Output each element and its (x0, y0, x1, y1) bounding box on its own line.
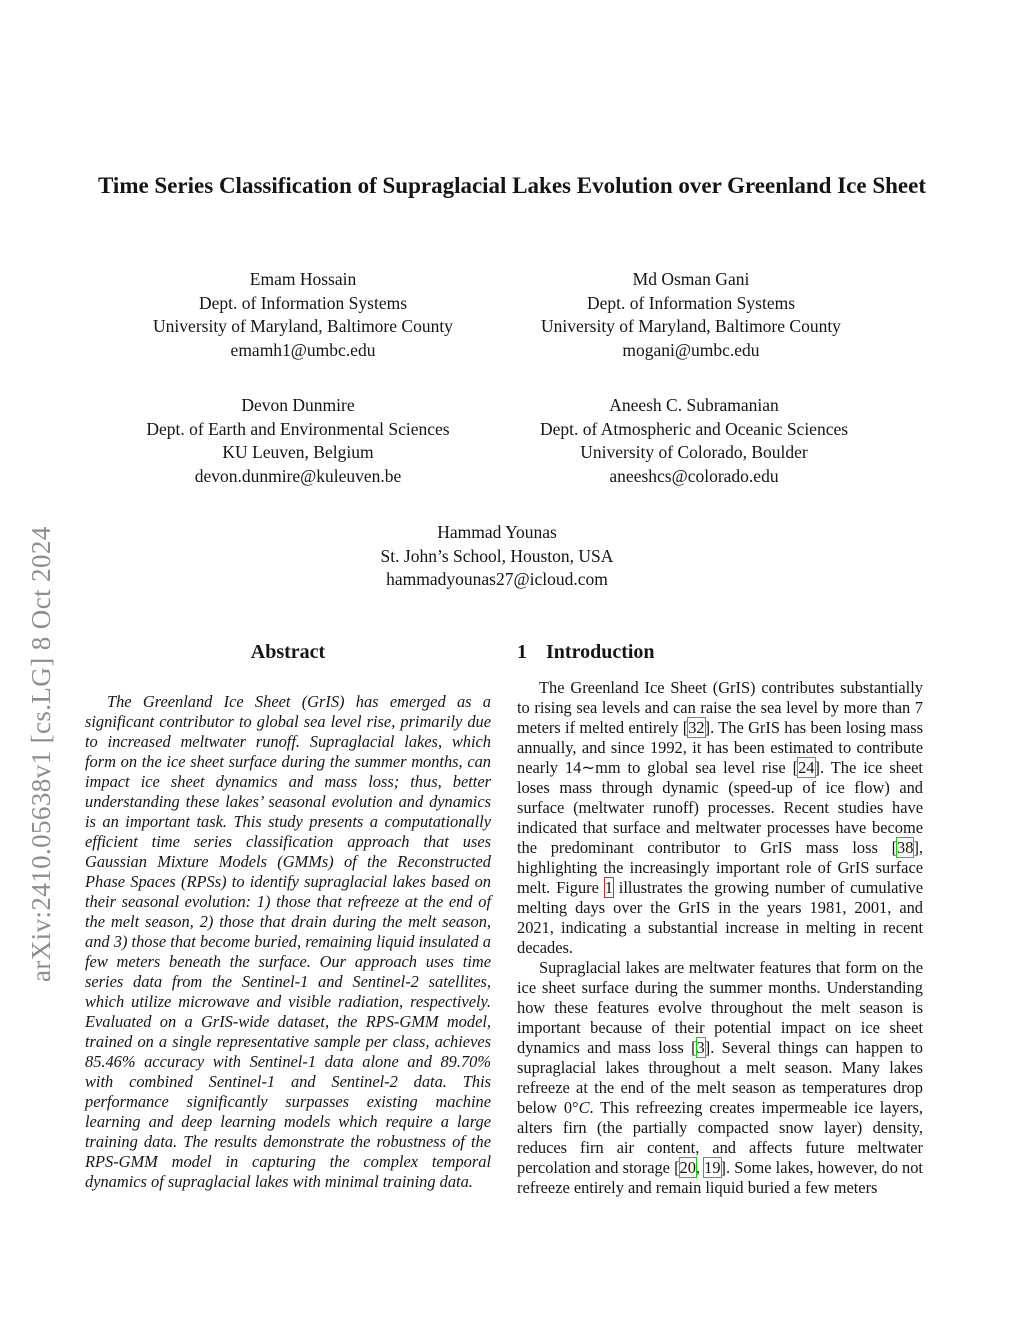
author-department: Dept. of Information Systems (198, 292, 408, 313)
introduction-paragraph-2 (517, 958, 923, 1198)
author-email: mogani@umbc.edu (622, 339, 760, 360)
citation-link[interactable]: 24 (798, 758, 815, 777)
author-university: KU Leuven, Belgium (222, 442, 374, 463)
text-segment: ]. Several things can happen to supraglacial lakes throughout a melt season. Many lakes refreeze at the end of the melt season as temperatures drop below 0° (517, 1038, 923, 1117)
text-segment: ]. The GrIS has been losing mass annually, and since 1992, it has been estimated to contribute nearly 14∼mm to global sea level rise [ (517, 718, 923, 777)
abstract-heading: Abstract (250, 641, 326, 663)
author-email: hammadyounas27@icloud.com (386, 569, 608, 590)
citation-link[interactable]: 3 (696, 1038, 705, 1057)
text-segment: ]. The ice sheet loses mass through dynamic (speed-up of ice flow) and surface (meltwater runoff) processes. Recent studies have indicated that surface and meltwater processes have become the predominant contributor to GrIS mass loss [ (517, 758, 923, 857)
citation-link[interactable]: 19 (704, 1158, 721, 1177)
author-school: St. John’s School, Houston, USA (380, 545, 614, 566)
text-segment: . This refreezing creates impermeable ice layers, alters firn (the partially compacted snow layer) density, reduces firn air content, and affects future meltwater percolation and storage [ (517, 1098, 923, 1177)
left-column (85, 641, 491, 1192)
arxiv-watermark: arXiv:2410.05638v1 [cs.LG] 8 Oct 2024 (26, 526, 56, 982)
section-number: 1 (517, 641, 527, 663)
author-university: University of Maryland, Baltimore County (153, 316, 453, 337)
author-email: devon.dunmire@kuleuven.be (194, 465, 402, 486)
figure-ref-link[interactable]: 1 (604, 878, 613, 897)
text-segment: Supraglacial lakes are meltwater features that form on the ice sheet surface during the summer months. Understanding how these features evolve throughout the melt season is important because of their potential impact on ice sheet dynamics and mass loss [ (517, 958, 923, 1057)
author-block-hammad-younas (282, 521, 712, 592)
author-block-md-osman-gani (476, 268, 906, 362)
author-email: emamh1@umbc.edu (230, 339, 376, 360)
paper-title: Time Series Classification of Supraglacial Lakes Evolution over Greenland Ice Sheet (98, 173, 926, 198)
author-name: Aneesh C. Subramanian (609, 395, 779, 415)
author-university: University of Colorado, Boulder (580, 442, 808, 463)
author-name: Md Osman Gani (632, 269, 750, 289)
citation-link[interactable]: 38 (897, 838, 914, 857)
author-name: Devon Dunmire (241, 395, 355, 415)
text-segment: ]. Some lakes, however, do not refreeze entirely and remain liquid buried a few meters (517, 1158, 923, 1197)
text-segment: The Greenland Ice Sheet (GrIS) contributes substantially to rising sea levels and can raise the sea level by more than 7 meters if melted entirely [ (517, 678, 923, 737)
citation-link[interactable]: 32 (688, 718, 705, 737)
author-department: Dept. of Information Systems (586, 292, 796, 313)
text-segment: ], highlighting the increasingly important role of GrIS surface melt. Figure (517, 838, 923, 897)
author-block-aneesh-subramanian (479, 394, 909, 488)
author-department: Dept. of Atmospheric and Oceanic Sciences (539, 418, 849, 439)
author-block-devon-dunmire (83, 394, 513, 488)
author-name: Hammad Younas (437, 522, 557, 542)
author-email: aneeshcs@colorado.edu (609, 465, 779, 486)
author-university: University of Maryland, Baltimore County (541, 316, 841, 337)
author-department: Dept. of Earth and Environmental Sciences (146, 418, 450, 439)
abstract-text: The Greenland Ice Sheet (GrIS) has emerged as a significant contributor to global sea level rise, primarily due to increased meltwater runoff. Supraglacial lakes, which form on the ice sheet surface during the summer months, can impact ice sheet dynamics and mass loss; thus, better understanding these lakes’ seasonal evolution and dynamics is an important task. This study presents a computationally efficient time series classification approach that uses Gaussian Mixture Models (GMMs) of the Reconstructed Phase Spaces (RPSs) to identify supraglacial lakes based on their seasonal evolution: 1) those that refreeze at the end of the melt season, 2) those that drain during the melt season, and 3) those that become buried, remaining liquid insulated a few meters beneath the surface. Our approach uses time series data from the Sentinel-1 and Sentinel-2 satellites, which utilize microwave and visible radiation, respectively. Evaluated on a GrIS-wide dataset, the RPS-GMM model, trained on a single representative sample per class, achieves 85.46% accuracy with Sentinel-1 data alone and 89.70% with combined Sentinel-1 and Sentinel-2 data. This performance significantly surpasses existing machine learning and deep learning models which require a large training data. The results demonstrate the robustness of the RPS-GMM model in capturing the complex temporal dynamics of supraglacial lakes with minimal training data. (85, 692, 491, 1191)
author-name: Emam Hossain (249, 269, 357, 289)
right-column (517, 641, 923, 1198)
section-title: Introduction (546, 641, 655, 663)
citation-link[interactable]: 20 (679, 1158, 696, 1177)
introduction-heading (517, 641, 923, 664)
math-inline: C (578, 1098, 590, 1117)
text-segment: , (695, 1158, 705, 1177)
introduction-paragraph-1 (517, 678, 923, 958)
author-block-emam-hossain (88, 268, 518, 362)
text-segment: illustrates the growing number of cumulative melting days over the GrIS in the years 1981, 2001, and 2021, indicating a substantial increase in melting in recent decades. (517, 878, 923, 957)
